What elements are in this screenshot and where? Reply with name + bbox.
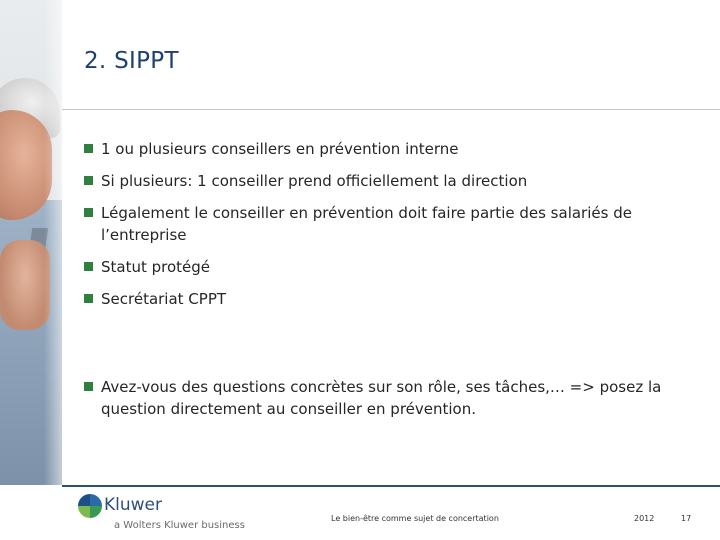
bullet-text: Statut protégé: [101, 258, 211, 276]
bullet-item: [84, 170, 704, 192]
kluwer-logo: [78, 492, 258, 532]
bullet-square-icon: [84, 144, 93, 153]
logo-brand: Kluwer: [104, 495, 162, 515]
bullet-text: Légalement le conseiller en prévention doit faire partie des salariés de l’entreprise: [101, 204, 632, 244]
page-number: 17: [681, 514, 692, 523]
bullet-item: [84, 288, 704, 310]
bullet-item: [84, 376, 704, 420]
bullet-text: Secrétariat CPPT: [101, 290, 227, 308]
bullet-square-icon: [84, 262, 93, 271]
bullet-item: [84, 256, 704, 278]
bullet-item: [84, 138, 704, 160]
bullet-text: Avez-vous des questions concrètes sur son rôle, ses tâches,… => posez la question directement au conseiller en prévention.: [101, 378, 662, 418]
footer-year: 2012: [634, 514, 655, 523]
photo-hand: [0, 240, 50, 330]
bullet-square-icon: [84, 382, 93, 391]
footer-divider: [62, 485, 720, 487]
footer-caption: Le bien-être comme sujet de concertation: [331, 514, 499, 523]
bullet-item: [84, 202, 704, 246]
globe-icon: [78, 494, 102, 518]
title-divider: [62, 109, 720, 110]
bullet-list: [84, 138, 704, 420]
logo-tagline: a Wolters Kluwer business: [114, 520, 245, 531]
bullet-text: Si plusieurs: 1 conseiller prend officiellement la direction: [101, 172, 528, 190]
bullet-text: 1 ou plusieurs conseillers en prévention interne: [101, 140, 459, 158]
photo-fade: [44, 0, 62, 485]
bullet-square-icon: [84, 176, 93, 185]
slide-title: 2. SIPPT: [84, 48, 179, 74]
bullet-square-icon: [84, 208, 93, 217]
photo-strip: [0, 0, 62, 485]
bullet-square-icon: [84, 294, 93, 303]
